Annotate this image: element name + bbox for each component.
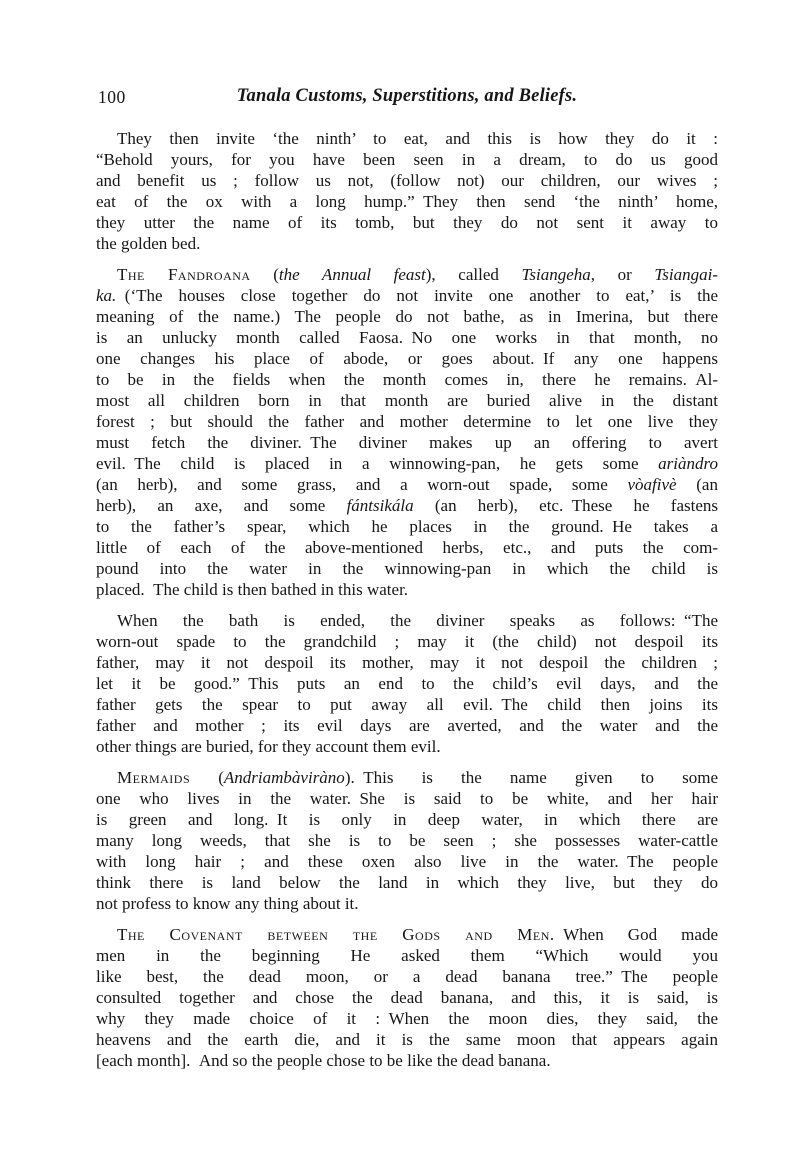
body-text: ( <box>190 768 224 787</box>
text-line <box>96 348 718 369</box>
text-line <box>96 233 718 254</box>
body-text: “Behold yours, for you have been seen in a dream, to do us good <box>96 150 718 169</box>
text-line <box>96 149 718 170</box>
text-block <box>96 128 718 1071</box>
text-line <box>96 715 718 736</box>
text-line <box>96 495 718 516</box>
body-text: to be in the fields when the month comes in, there he remains. Al- <box>96 370 718 389</box>
smallcaps-text: The Fandroana <box>117 265 251 284</box>
body-text: placed. The child is then bathed in this water. <box>96 580 409 599</box>
text-line <box>96 610 718 631</box>
body-text: and benefit us ; follow us not, (follow not) our children, our wives ; <box>96 171 718 190</box>
text-line <box>96 516 718 537</box>
italic-text: fántsikála <box>346 496 414 515</box>
body-text: father and mother ; its evil days are averted, and the water and the <box>96 716 718 735</box>
body-text: herb), an axe, and some <box>96 496 347 515</box>
italic-text: Andriambàviràno <box>223 768 345 787</box>
body-text: is an unlucky month called Faosa. No one works in that month, no <box>96 328 718 347</box>
body-text: ), called <box>425 265 522 284</box>
text-line <box>96 558 718 579</box>
body-text: eat of the ox with a long hump.” They then send ‘the ninth’ home, <box>96 192 718 211</box>
paragraph <box>96 767 718 914</box>
text-line <box>96 966 718 987</box>
paragraph <box>96 264 718 600</box>
page-number: 100 <box>98 87 126 107</box>
text-line <box>96 987 718 1008</box>
text-line <box>96 170 718 191</box>
text-line <box>96 673 718 694</box>
body-text: with long hair ; and these oxen also live in the water. The people <box>96 852 718 871</box>
text-line <box>96 327 718 348</box>
body-text: father gets the spear to put away all evil. The child then joins its <box>96 695 718 714</box>
page-header <box>96 86 718 110</box>
text-line <box>96 924 718 945</box>
body-text: one who lives in the water. She is said to be white, and her hair <box>96 789 718 808</box>
text-line <box>96 306 718 327</box>
smallcaps-text: Mermaids <box>117 768 191 787</box>
body-text: the golden bed. <box>96 234 201 253</box>
text-line <box>96 191 718 212</box>
text-line <box>96 1029 718 1050</box>
text-line <box>96 1050 718 1071</box>
body-text: consulted together and chose the dead banana, and this, it is said, is <box>96 988 718 1007</box>
italic-text: ariàndro <box>658 454 718 473</box>
text-line <box>96 767 718 788</box>
italic-text: ka. <box>96 286 117 305</box>
italic-text: the Annual feast <box>278 265 426 284</box>
body-text: [each month]. And so the people chose to be like the dead banana. <box>96 1051 551 1070</box>
body-text: one changes his place of abode, or goes about. If any one happens <box>96 349 718 368</box>
body-text: let it be good.” This puts an end to the child’s evil days, and the <box>96 674 718 693</box>
body-text: is green and long. It is only in deep water, in which there are <box>96 810 718 829</box>
body-text: , or <box>590 265 655 284</box>
text-line <box>96 851 718 872</box>
text-line <box>96 809 718 830</box>
text-line <box>96 432 718 453</box>
body-text: meaning of the name.) The people do not bathe, as in Imerina, but there <box>96 307 718 326</box>
smallcaps-text: The Covenant between the Gods and Men. <box>117 925 555 944</box>
paragraph <box>96 610 718 757</box>
text-line <box>96 537 718 558</box>
body-text: pound into the water in the winnowing-pan in which the child is <box>96 559 718 578</box>
text-line <box>96 830 718 851</box>
body-text: why they made choice of it : When the moon dies, they said, the <box>96 1009 718 1028</box>
text-line <box>96 736 718 757</box>
body-text: They then invite ‘the ninth’ to eat, and this is how they do it : <box>117 129 718 148</box>
body-text: must fetch the diviner. The diviner makes up an offering to avert <box>96 433 718 452</box>
text-line <box>96 369 718 390</box>
running-title: Tanala Customs, Superstitions, and Beliefs. <box>236 86 578 106</box>
body-text: think there is land below the land in which they live, but they do <box>96 873 718 892</box>
text-line <box>96 631 718 652</box>
body-text: like best, the dead moon, or a dead banana tree.” The people <box>96 967 718 986</box>
text-line <box>96 694 718 715</box>
paragraph <box>96 924 718 1071</box>
body-text: evil. The child is placed in a winnowing-pan, he gets some <box>96 454 659 473</box>
body-text: heavens and the earth die, and it is the same moon that appears again <box>96 1030 718 1049</box>
text-line <box>96 128 718 149</box>
text-line <box>96 264 718 285</box>
body-text: ). This is the name given to some <box>344 768 718 787</box>
body-text: worn-out spade to the grandchild ; may it (the child) not despoil its <box>96 632 718 651</box>
body-text: forest ; but should the father and mother determine to let one live they <box>96 412 718 431</box>
text-line <box>96 411 718 432</box>
italic-text: vòafivè <box>627 475 677 494</box>
body-text: little of each of the above-mentioned herbs, etc., and puts the com- <box>96 538 718 557</box>
body-text: men in the beginning He asked them “Which would you <box>96 946 718 965</box>
text-line <box>96 893 718 914</box>
body-text: When the bath is ended, the diviner speaks as follows: “The <box>117 611 718 630</box>
text-column <box>96 86 718 1071</box>
text-line <box>96 285 718 306</box>
body-text: father, may it not despoil its mother, may it not despoil the children ; <box>96 653 718 672</box>
text-line <box>96 212 718 233</box>
text-line <box>96 579 718 600</box>
body-text: When God made <box>554 925 718 944</box>
body-text: ( <box>250 265 279 284</box>
body-text: other things are buried, for they account them evil. <box>96 737 441 756</box>
text-line <box>96 474 718 495</box>
body-text: many long weeds, that she is to be seen ; she possesses water-cattle <box>96 831 718 850</box>
body-text: they utter the name of its tomb, but they do not sent it away to <box>96 213 718 232</box>
text-line <box>96 872 718 893</box>
text-line <box>96 788 718 809</box>
body-text: most all children born in that month are buried alive in the distant <box>96 391 718 410</box>
text-line <box>96 1008 718 1029</box>
body-text: (an herb), and some grass, and a worn-out spade, some <box>96 475 628 494</box>
body-text: not profess to know any thing about it. <box>96 894 359 913</box>
text-line <box>96 945 718 966</box>
paragraph <box>96 128 718 254</box>
text-line <box>96 453 718 474</box>
body-text: (‘The houses close together do not invite one another to eat,’ is the <box>116 286 718 305</box>
body-text: (an <box>676 475 718 494</box>
italic-text: Tsiangai- <box>654 265 718 284</box>
body-text: to the father’s spear, which he places in the ground. He takes a <box>96 517 718 536</box>
body-text: (an herb), etc. These he fastens <box>413 496 719 515</box>
italic-text: Tsiangeha <box>521 265 591 284</box>
text-line <box>96 652 718 673</box>
text-line <box>96 390 718 411</box>
